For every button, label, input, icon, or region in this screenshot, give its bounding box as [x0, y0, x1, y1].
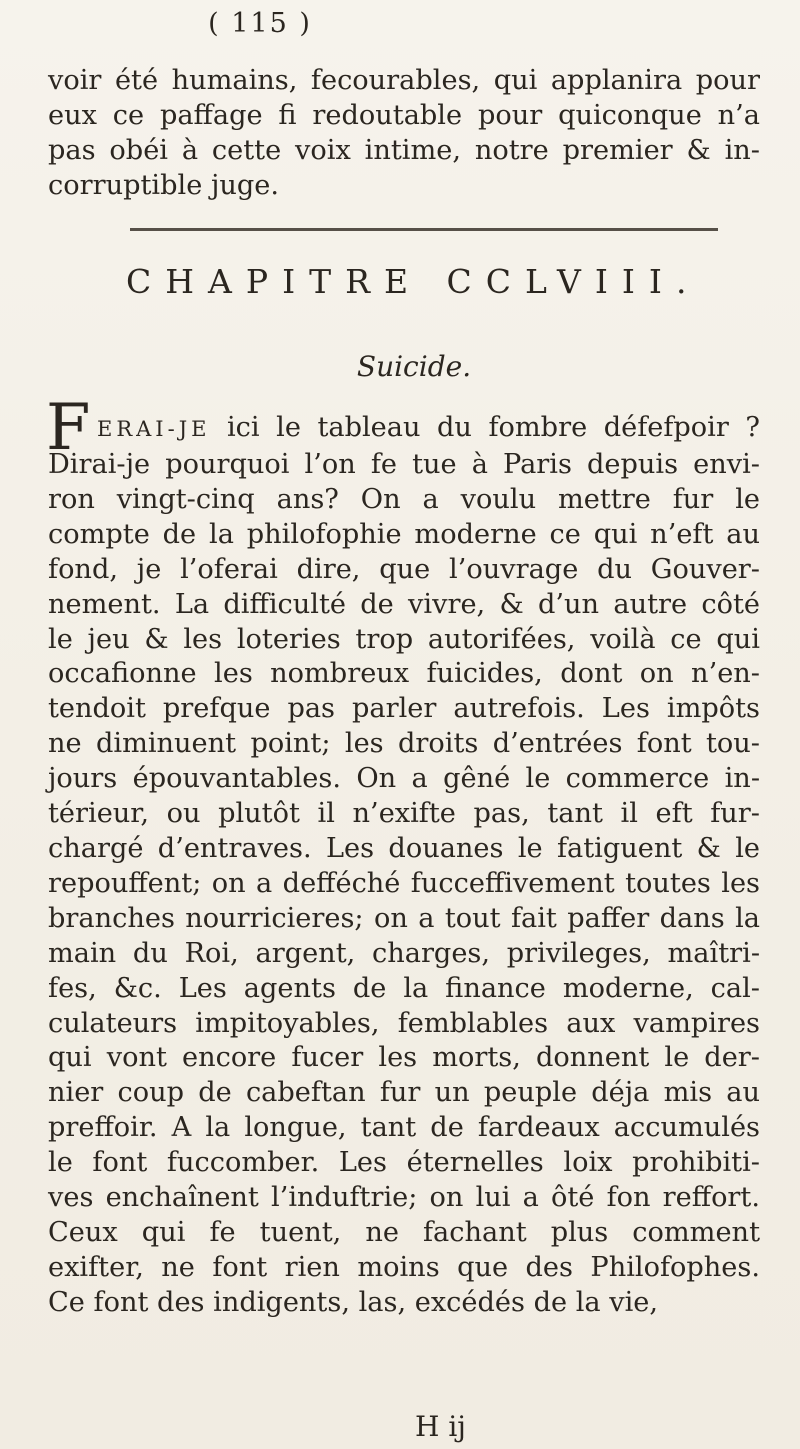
text-line: ron vingt-cinq ans? On a voulu mettre fur le [48, 483, 760, 515]
text-line: ne diminuent point; les droits d’entrées font tou- [48, 728, 760, 760]
text-line: voir été humains, fecourables, qui applanira pour [48, 65, 760, 96]
text-line: chargé d’entraves. Les douanes le fatiguent & le [48, 832, 760, 864]
page-number: ( 115 ) [208, 8, 312, 39]
text-line: nement. La difficulté de vivre, & d’un autre côté [48, 588, 760, 620]
text-line: fes, &c. Les agents de la finance moderne, cal- [48, 972, 760, 1004]
text-line: qui vont encore fucer les morts, donnent le der- [48, 1042, 760, 1074]
intro-paragraph [48, 64, 760, 204]
text-line: pas obéi à cette voix intime, notre premier & in- [48, 134, 760, 166]
body-paragraph [48, 448, 760, 1321]
text-line: culateurs impitoyables, femblables aux vampires [48, 1007, 760, 1039]
chapter-divider-rule [130, 228, 718, 231]
text-line: repouffent; on a defféché fucceffivement toutes les [48, 867, 760, 899]
text-line: Ce font des indigents, las, excédés de la vie, [48, 1286, 659, 1318]
text-line: compte de la philofophie moderne ce qui n’eft au [48, 518, 760, 550]
text-line: Dirai-je pourquoi l’on fe tue à Paris depuis envi- [48, 449, 760, 480]
text-line: main du Roi, argent, charges, privileges, maîtri- [48, 937, 760, 969]
text-line: fond, je l’oferai dire, que l’ouvrage du Gouver- [48, 553, 760, 585]
text-line: preffoir. A la longue, tant de fardeaux accumulés [48, 1112, 760, 1144]
text-line: jours épouvantables. On a gêné le commerce in- [48, 763, 760, 795]
chapter-heading: CHAPITRE CCLVIII. [126, 262, 701, 301]
first-body-line [97, 411, 760, 447]
chapter-subtitle: Suicide. [356, 350, 472, 383]
text-line: tendoit prefque pas parler autrefois. Les impôts [48, 693, 760, 725]
text-line: eux ce paffage fi redoutable pour quiconque n’a [48, 99, 760, 131]
text-line: le font fuccomber. Les éternelles loix prohibiti- [48, 1147, 760, 1179]
first-line-rest: ici le tableau du fombre défefpoir ? [226, 412, 760, 443]
first-word-small-caps: ERAI-JE [97, 417, 211, 441]
text-line: le jeu & les loteries trop autorifées, voilà ce qui [48, 623, 760, 655]
text-line: nier coup de cabeftan fur un peuple déja mis au [48, 1077, 760, 1109]
text-line: Ceux qui fe tuent, ne fachant plus comment [48, 1216, 760, 1248]
text-line: branches nourricieres; on a tout fait paffer dans la [48, 902, 760, 934]
text-line: occafionne les nombreux fuicides, dont on n’en- [48, 658, 760, 690]
drop-cap: F [46, 391, 91, 465]
text-line: exifter, ne font rien moins que des Philofophes. [48, 1251, 760, 1283]
text-line: corruptible juge. [48, 169, 280, 201]
signature-mark: H ij [415, 1410, 466, 1443]
text-line: térieur, ou plutôt il n’exifte pas, tant il eft fur- [48, 798, 760, 830]
text-line: ves enchaînent l’induftrie; on lui a ôté fon reffort. [48, 1182, 760, 1214]
